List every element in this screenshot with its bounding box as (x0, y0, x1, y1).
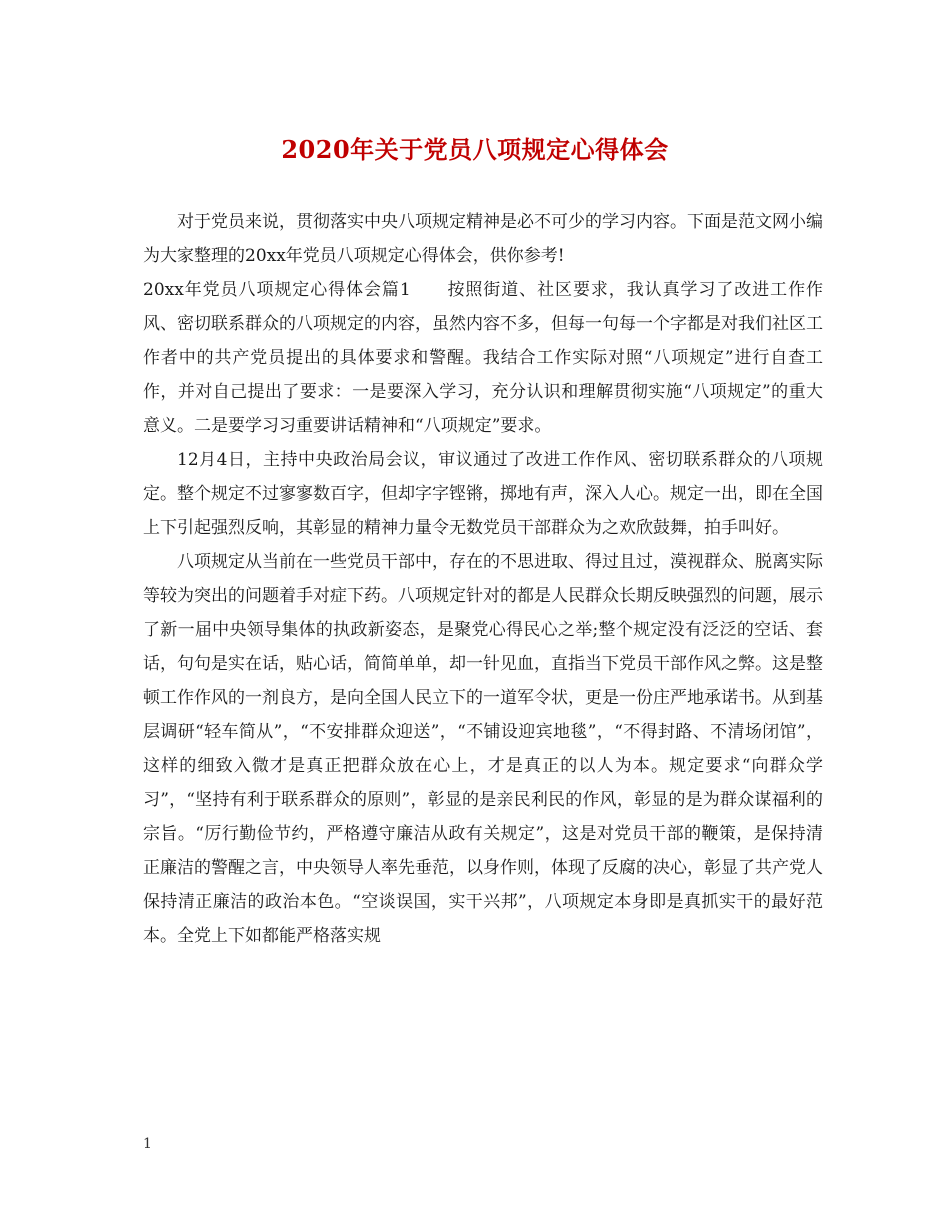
paragraph-december-meeting: 12月4日，主持中央政治局会议，审议通过了改进工作作风、密切联系群众的八项规定。整个规定不过寥寥数百字，但却字字铿锵，掷地有声，深入人心。规定一出，即在全国上下引起强烈反响，其彰显的精神力量令无数党员干部群众为之欢欣鼓舞，拍手叫好。 (143, 450, 823, 538)
paragraph-article-1: 20xx年党员八项规定心得体会篇1 按照街道、社区要求，我认真学习了改进工作作风、密切联系群众的八项规定的内容，虽然内容不多，但每一句每一个字都是对我们社区工作者中的共产党员提出的具体要求和警醒。我结合工作实际对照“八项规定”进行自查工作，并对自己提出了要求：一是要深入学习，充分认识和理解贯彻实施“八项规定”的重大意义。二是要学习习重要讲话精神和“八项规定”要求。 (143, 280, 823, 436)
page-number: 1 (143, 1136, 152, 1152)
paragraph-eight-rules: 八项规定从当前在一些党员干部中，存在的不思进取、得过且过，漠视群众、脱离实际等较为突出的问题着手对症下药。八项规定针对的都是人民群众长期反映强烈的问题，展示了新一届中央领导集体的执政新姿态，是聚党心得民心之举;整个规定没有泛泛的空话、套话，句句是实在话，贴心话，简简单单，却一针见血，直指当下党员干部作风之弊。这是整顿工作作风的一剂良方，是向全国人民立下的一道军令状，更是一份庄严地承诺书。从到基层调研“轻车简从”，“不安排群众迎送”，“不铺设迎宾地毯”，“不得封路、不清场闭馆”，这样的细致入微才是真正把群众放在心上，才是真正的以人为本。规定要求“向群众学习”，“坚持有利于联系群众的原则”，彰显的是亲民利民的作风，彰显的是为群众谋福利的宗旨。“厉行勤俭节约，严格遵守廉洁从政有关规定”，这是对党员干部的鞭策，是保持清正廉洁的警醒之言，中央领导人率先垂范，以身作则，体现了反腐的决心，彰显了共产党人保持清正廉洁的政治本色。“空谈误国，实干兴邦”，八项规定本身即是真抓实干的最好范本。全党上下如都能严格落实规 (143, 552, 823, 946)
document-title: 2020年关于党员八项规定心得体会 (281, 135, 669, 164)
document-body (143, 205, 823, 953)
paragraph-intro: 对于党员来说，贯彻落实中央八项规定精神是必不可少的学习内容。下面是范文网小编为大家整理的20xx年党员八项规定心得体会，供你参考! (143, 212, 823, 266)
